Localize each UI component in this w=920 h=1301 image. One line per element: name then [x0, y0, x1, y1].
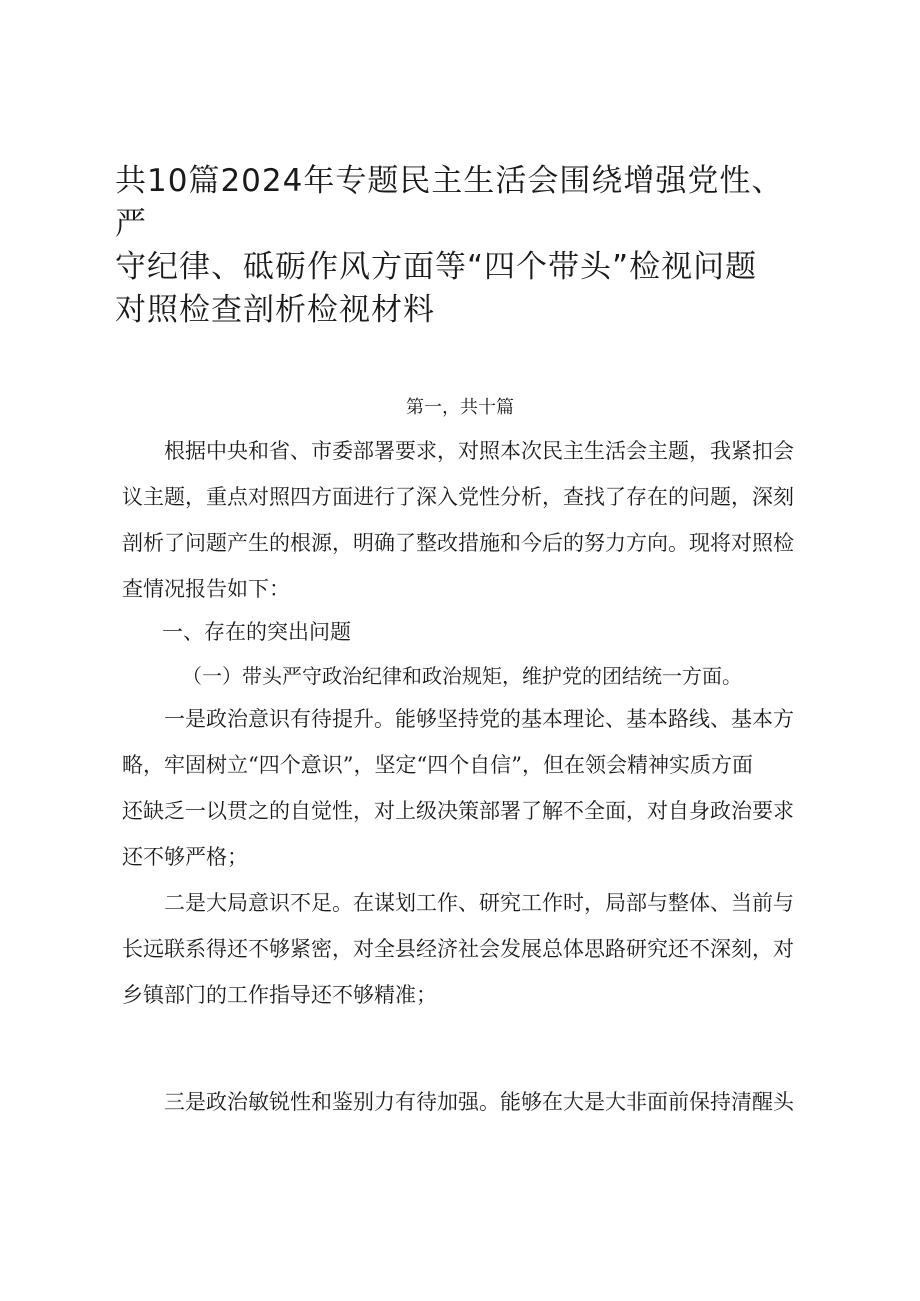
- title-line: 对照检查剖析检视材料: [115, 292, 435, 328]
- paragraph-line: 还缺乏一以贯之的自觉性，对上级决策部署了解不全面，对自身政治要求: [122, 799, 794, 823]
- document-subtitle: 第一，共十篇: [406, 397, 514, 418]
- paragraph-line: 略，牢固树立“四个意识”，坚定“四个自信”，但在领会精神实质方面: [122, 753, 753, 777]
- paragraph-line: 根据中央和省、市委部署要求，对照本次民主生活会主题，我紧扣会: [122, 439, 794, 463]
- title-line: 守纪律、砥砺作风方面等“四个带头”检视问题: [115, 249, 758, 285]
- paragraph-line: 一是政治意识有待提升。能够坚持党的基本理论、基本路线、基本方: [122, 707, 794, 731]
- point-three-paragraph: [122, 1079, 802, 1125]
- paragraph-line: 查情况报告如下：: [122, 577, 290, 601]
- paragraph-line: 议主题，重点对照四方面进行了深入党性分析，查找了存在的问题，深刻: [122, 485, 794, 509]
- title-line: 共10篇2024年专题民主生活会围绕增强党性、严: [115, 163, 784, 242]
- document-title: [115, 160, 815, 332]
- paragraph-line: 长远联系得还不够紧密，对全县经济社会发展总体思路研究还不深刻，对: [122, 937, 794, 961]
- point-one-paragraph: [122, 696, 802, 880]
- point-two-paragraph: [122, 880, 802, 1018]
- section-heading: 一、存在的突出问题: [162, 620, 351, 644]
- intro-paragraph: [122, 428, 802, 612]
- sub-heading: （一）带头严守政治纪律和政治规矩，维护党的团结统一方面。: [182, 664, 742, 688]
- paragraph-line: 乡镇部门的工作指导还不够精准；: [122, 983, 437, 1007]
- paragraph-line: 还不够严格；: [122, 845, 248, 869]
- paragraph-line: 三是政治敏锐性和鉴别力有待加强。能够在大是大非面前保持清醒头: [122, 1090, 794, 1114]
- paragraph-line: 二是大局意识不足。在谋划工作、研究工作时，局部与整体、当前与: [122, 891, 794, 915]
- paragraph-line: 剖析了问题产生的根源，明确了整改措施和今后的努力方向。现将对照检: [122, 531, 794, 555]
